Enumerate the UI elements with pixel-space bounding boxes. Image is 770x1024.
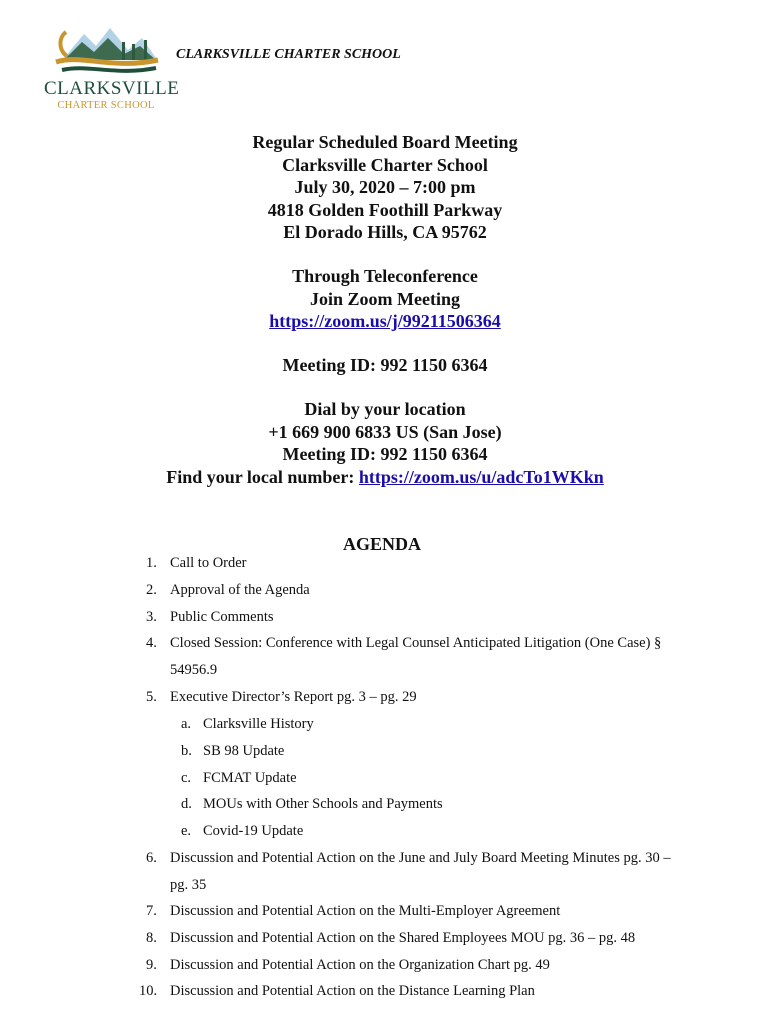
- agenda-item-continuation: pg. 35: [170, 877, 207, 893]
- zoom-meeting-link[interactable]: https://zoom.us/j/99211506364: [269, 311, 501, 331]
- dial-meeting-id: Meeting ID: 992 1150 6364: [282, 444, 488, 464]
- dial-phone-number: +1 669 900 6833 US (San Jose): [268, 421, 502, 442]
- agenda-subitem-text: Covid-19 Update: [203, 823, 304, 839]
- header-title: CLARKSVILLE CHARTER SCHOOL: [176, 47, 401, 62]
- meeting-date: July 30, 2020 – 7:00 pm: [294, 177, 476, 197]
- meeting-city: El Dorado Hills, CA 95762: [283, 222, 487, 242]
- agenda-subitem-text: SB 98 Update: [203, 743, 285, 759]
- agenda-item-text: Approval of the Agenda: [170, 582, 310, 598]
- meeting-details: [0, 131, 770, 244]
- school-logo: [44, 20, 180, 112]
- agenda-title: AGENDA: [342, 534, 421, 554]
- agenda-subitem-text: FCMAT Update: [203, 770, 297, 786]
- agenda-subitem-letter: c.: [181, 770, 192, 786]
- agenda-item-number: 8.: [146, 930, 157, 946]
- agenda-subitem-letter: e.: [181, 823, 192, 839]
- meeting-address: 4818 Golden Foothill Parkway: [267, 199, 503, 220]
- agenda-item-text: Discussion and Potential Action on the Multi-Employer Agreement: [170, 903, 561, 919]
- meeting-id: Meeting ID: 992 1150 6364: [282, 355, 488, 375]
- agenda-item-number: 1.: [146, 555, 157, 571]
- agenda-item-number: 7.: [146, 903, 157, 919]
- agenda-subitem-letter: a.: [181, 716, 192, 732]
- logo-name: CLARKSVILLE: [44, 78, 180, 99]
- dial-label: Dial by your location: [304, 399, 466, 419]
- agenda-subitem-letter: b.: [181, 743, 192, 759]
- agenda-subitem-text: MOUs with Other Schools and Payments: [203, 796, 443, 812]
- agenda-item-continuation: 54956.9: [170, 662, 218, 678]
- dial-in-details: [0, 398, 770, 488]
- mountain-logo-icon: [52, 20, 160, 80]
- agenda-item-text: Executive Director’s Report pg. 3 – pg. 29: [170, 689, 417, 705]
- teleconference-label: Through Teleconference: [292, 266, 478, 286]
- meeting-school: Clarksville Charter School: [282, 154, 488, 175]
- agenda-item-number: 9.: [146, 957, 157, 973]
- agenda-item-number: 4.: [146, 635, 157, 651]
- agenda-item-text: Discussion and Potential Action on the June and July Board Meeting Minutes pg. 30 –: [170, 850, 671, 866]
- find-local-number-link[interactable]: https://zoom.us/u/adcTo1WKkn: [358, 466, 604, 487]
- agenda-subitem-text: Clarksville History: [203, 716, 314, 732]
- agenda-item-number: 6.: [146, 850, 157, 866]
- logo-subtitle: CHARTER SCHOOL: [57, 100, 155, 111]
- agenda-item-text: Call to Order: [170, 555, 247, 571]
- teleconference-details: [0, 265, 770, 333]
- agenda-item-text: Discussion and Potential Action on the Shared Employees MOU pg. 36 – pg. 48: [170, 930, 636, 946]
- find-local-number: [0, 466, 770, 489]
- agenda-item-number: 10.: [139, 983, 158, 999]
- agenda-item-text: Public Comments: [170, 609, 274, 625]
- agenda-subitem-letter: d.: [181, 796, 192, 812]
- agenda-item-number: 5.: [146, 689, 157, 705]
- find-local-label: Find your local number:: [166, 466, 359, 487]
- agenda-item-text: Discussion and Potential Action on the Distance Learning Plan: [170, 983, 535, 999]
- agenda-item-text: Discussion and Potential Action on the Organization Chart pg. 49: [170, 957, 550, 973]
- join-zoom-label: Join Zoom Meeting: [310, 288, 460, 309]
- agenda-item-number: 3.: [146, 609, 157, 625]
- agenda-item-text: Closed Session: Conference with Legal Counsel Anticipated Litigation (One Case) §: [170, 635, 662, 651]
- meeting-title: Regular Scheduled Board Meeting: [252, 132, 518, 152]
- agenda-item-number: 2.: [146, 582, 157, 598]
